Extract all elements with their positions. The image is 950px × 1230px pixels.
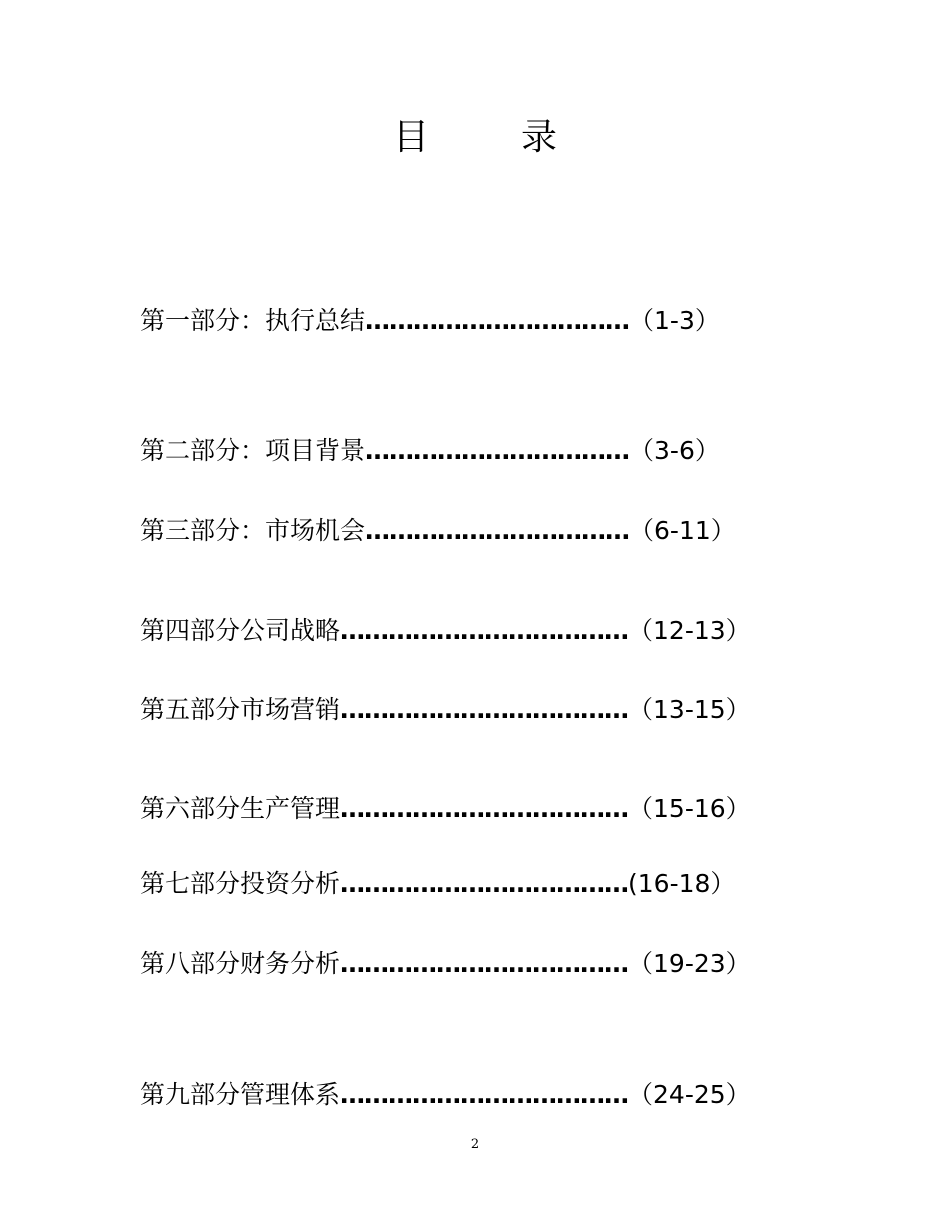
toc-entry-part-3 [140,511,736,551]
toc-entry-leader: ……………………………… [340,1080,629,1109]
toc-entry-part-4 [140,611,751,651]
toc-entry-part-8 [140,944,751,984]
toc-entry-leader: ……………………………… [340,869,629,898]
toc-entry-label: 第八部分财务分析 [140,949,341,978]
toc-entry-label: 第二部分：项目背景 [140,436,366,465]
toc-entry-pages: (16-18） [628,869,736,898]
toc-entry-leader: ……………………………… [340,949,629,978]
toc-entry-label: 第六部分生产管理 [140,794,341,823]
toc-entry-pages: （19-23） [628,949,751,978]
toc-entry-pages: （13-15） [628,695,751,724]
toc-entry-part-6 [140,789,751,829]
toc-entry-pages: （3-6） [629,436,720,465]
toc-entry-leader: ……………………………… [340,616,629,645]
toc-entry-label: 第七部分投资分析 [140,869,341,898]
toc-entry-leader: …………………………… [365,436,630,465]
page-title [0,112,950,164]
toc-entry-part-9 [140,1075,751,1115]
toc-entry-pages: （15-16） [628,794,751,823]
toc-entry-label: 第一部分：执行总结 [140,306,366,335]
toc-entry-part-7 [140,864,735,904]
toc-entry-pages: （24-25） [628,1080,751,1109]
toc-entry-pages: （6-11） [629,516,736,545]
toc-entry-part-5 [140,690,751,730]
title-char-left: 目 [392,117,429,158]
toc-entry-label: 第九部分管理体系 [140,1080,341,1109]
toc-entry-label: 第四部分公司战略 [140,616,341,645]
toc-entry-label: 第三部分：市场机会 [140,516,366,545]
toc-entry-label: 第五部分市场营销 [140,695,341,724]
title-char-right: 录 [521,117,558,158]
toc-entry-leader: …………………………… [365,516,630,545]
toc-entry-leader: ……………………………… [340,695,629,724]
toc-entry-part-1 [140,301,720,341]
toc-entry-pages: （12-13） [628,616,751,645]
page-number: 2 [470,1137,480,1152]
toc-entry-leader: ……………………………… [340,794,629,823]
toc-entry-pages: （1-3） [629,306,720,335]
toc-entry-leader: …………………………… [365,306,630,335]
toc-entry-part-2 [140,431,720,471]
